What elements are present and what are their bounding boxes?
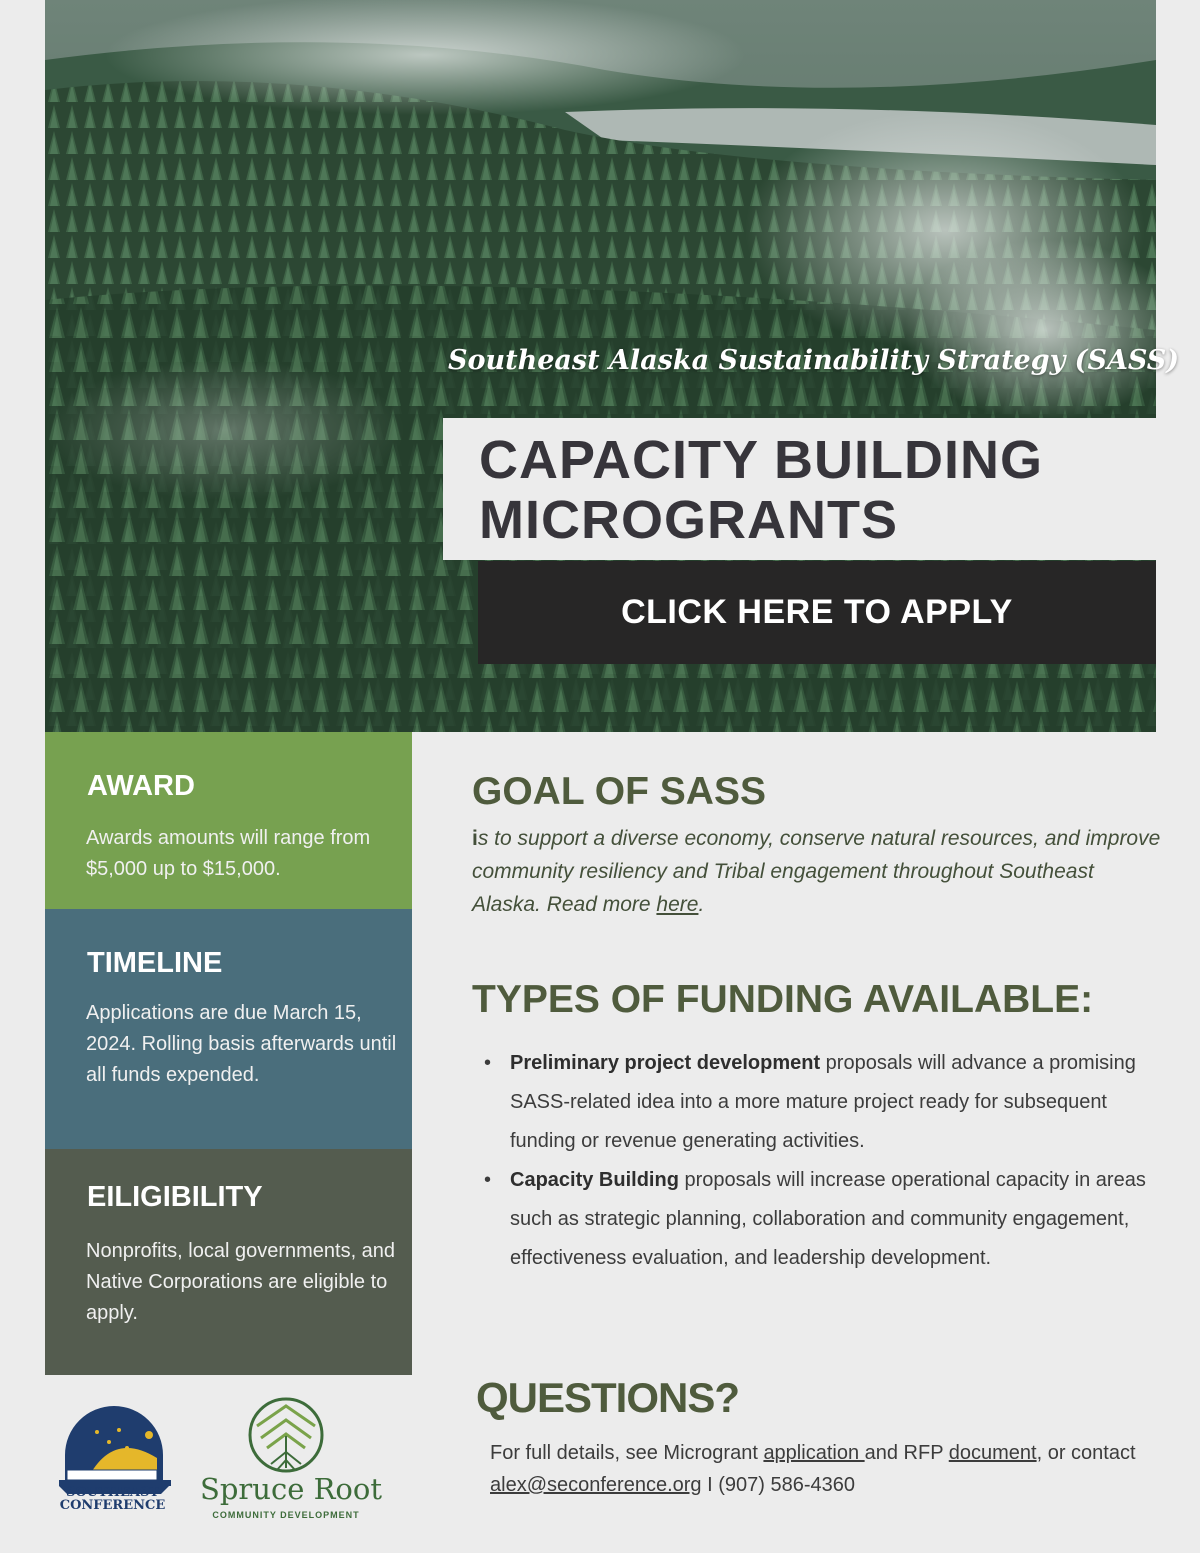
award-text: Awards amounts will range from $5,000 up to $15,000. bbox=[86, 827, 371, 880]
questions-text-2: and RFP bbox=[864, 1442, 949, 1464]
goal-text bbox=[472, 822, 1162, 921]
goal-heading: GOAL OF SASS bbox=[472, 770, 766, 813]
application-link[interactable]: application bbox=[763, 1442, 865, 1464]
list-item-text: proposals will advance a promising SASS-related idea into a more mature project ready for subsequent funding or revenue generating activities. bbox=[510, 1052, 1136, 1152]
eligibility-text: Nonprofits, local governments, and Native Corporations are eligible to apply. bbox=[86, 1240, 396, 1324]
wordmark-line-1: SOUTHEAST bbox=[65, 1485, 160, 1500]
phone-text: I (907) 586-4360 bbox=[701, 1474, 855, 1496]
title-line-1: CAPACITY BUILDING bbox=[479, 430, 1044, 490]
page-title bbox=[443, 418, 1156, 560]
timeline-heading: TIMELINE bbox=[87, 947, 223, 979]
read-more-link[interactable]: here bbox=[656, 893, 699, 916]
questions-text bbox=[490, 1437, 1170, 1501]
timeline-panel bbox=[45, 909, 412, 1149]
questions-heading: QUESTIONS? bbox=[476, 1374, 740, 1421]
spruce-root-tagline: COMMUNITY DEVELOPMENT bbox=[212, 1510, 360, 1520]
award-heading: AWARD bbox=[87, 770, 195, 802]
email-link[interactable]: alex@seconference.org bbox=[490, 1474, 702, 1496]
list-item: • Capacity Building proposals will increase operational capacity in areas such as strategic planning, collaboration and community engagement, effectiveness evaluation, and leadership development. bbox=[484, 1169, 1146, 1269]
list-item: • Preliminary project development proposals will advance a promising SASS-related idea into a more mature project ready for subsequent funding or revenue generating activities. bbox=[484, 1052, 1136, 1152]
wordmark-line-2: CONFERENCE bbox=[59, 1498, 166, 1513]
apply-button[interactable]: CLICK HERE TO APPLY bbox=[478, 561, 1156, 664]
list-item-text: proposals will increase operational capacity in areas such as strategic planning, collaboration and community engagement, effectiveness evaluation, and leadership development. bbox=[510, 1169, 1146, 1269]
funding-types-list bbox=[480, 1044, 1160, 1278]
eligibility-panel bbox=[45, 1149, 412, 1375]
title-line-2: MICROGRANTS bbox=[479, 490, 898, 550]
list-item-bold: Preliminary project development bbox=[510, 1052, 821, 1074]
program-subtitle: Southeast Alaska Sustainability Strategy (SASS) bbox=[448, 345, 1180, 376]
spruce-root-logo-icon bbox=[247, 1396, 325, 1474]
goal-body: s to support a diverse economy, conserve natural resources, and improve community resiliency and Tribal engagement throughout Southeast Alaska. Read more bbox=[472, 827, 1161, 916]
document-link[interactable]: document bbox=[948, 1442, 1037, 1464]
award-panel bbox=[45, 732, 412, 909]
goal-end: . bbox=[698, 893, 705, 916]
spruce-root-wordmark: Spruce Root bbox=[200, 1472, 383, 1506]
types-heading: TYPES OF FUNDING AVAILABLE: bbox=[472, 978, 1094, 1021]
timeline-text: Applications are due March 15, 2024. Rolling basis afterwards until all funds expended. bbox=[86, 1002, 397, 1086]
questions-text-3: , or contact bbox=[1036, 1442, 1136, 1464]
goal-lead-letter: i bbox=[472, 827, 478, 850]
eligibility-heading: EILIGIBILITY bbox=[87, 1181, 263, 1213]
list-item-bold: Capacity Building bbox=[510, 1169, 679, 1191]
southeast-conference-wordmark bbox=[50, 1486, 175, 1512]
questions-text-1: For full details, see Microgrant bbox=[490, 1442, 764, 1464]
